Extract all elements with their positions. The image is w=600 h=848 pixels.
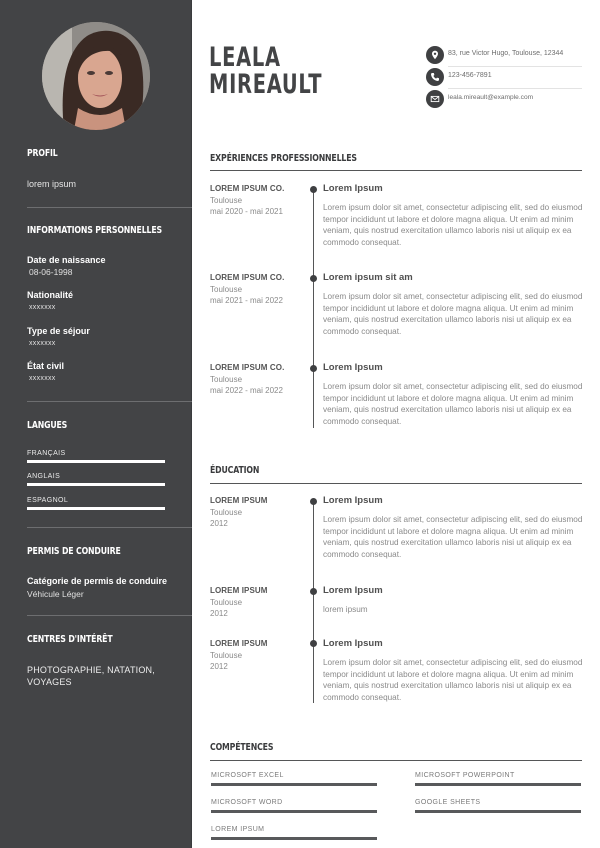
interests-heading: CENTRES D'INTÉRÊT: [27, 634, 113, 645]
experience-dates: mai 2020 - mai 2021: [210, 207, 283, 216]
portrait-image: [42, 22, 150, 130]
nationality-value: xxxxxxx: [29, 304, 56, 311]
birthdate-value: 08-06-1998: [29, 267, 73, 277]
skill-label: GOOGLE SHEETS: [415, 799, 481, 806]
languages-heading: LANGUES: [27, 420, 68, 431]
experience-city: Toulouse: [210, 196, 243, 205]
language-level-bar: [27, 483, 165, 486]
skill-level-bar: [211, 810, 377, 813]
timeline-dot: [310, 498, 317, 505]
language-label: ANGLAIS: [27, 473, 61, 480]
profile-photo: [42, 22, 150, 130]
sidebar: [0, 0, 192, 848]
phone-icon: [426, 68, 444, 86]
civil-status-value: xxxxxxx: [29, 375, 56, 382]
education-description: lorem ipsum: [323, 605, 368, 614]
timeline-dot: [310, 186, 317, 193]
sidebar-divider: [27, 527, 192, 528]
personal-info-heading: INFORMATIONS PERSONNELLES: [27, 225, 162, 236]
education-year: 2012: [210, 609, 228, 618]
contact-phone: [426, 68, 582, 88]
education-heading: ÉDUCATION: [210, 465, 260, 476]
skill-level-bar: [211, 837, 377, 840]
language-label: FRANÇAIS: [27, 450, 66, 457]
experience-city: Toulouse: [210, 285, 243, 294]
skill-level-bar: [415, 783, 581, 786]
education-title: Lorem Ipsum: [323, 495, 383, 506]
contact-separator: [448, 66, 582, 67]
education-year: 2012: [210, 662, 228, 671]
education-timeline: [313, 501, 314, 703]
experience-description: Lorem ipsum dolor sit amet, consectetur adipiscing elit, sed do eiusmod tempor incididunt ut labore et dolore magna aliqua. Ut enim ad minim veniam, quis nostrud exercitation ullamco laboris nisi ut aliquip ex ea commodo consequat.: [323, 203, 583, 248]
language-label: ESPAGNOL: [27, 497, 69, 504]
education-org: LOREM IPSUM: [210, 496, 268, 505]
experience-dates: mai 2021 - mai 2022: [210, 296, 283, 305]
education-org: LOREM IPSUM: [210, 586, 268, 595]
education-org: LOREM IPSUM: [210, 639, 268, 648]
timeline-dot: [310, 640, 317, 647]
skill-level-bar: [211, 783, 377, 786]
experience-org: LOREM IPSUM CO.: [210, 363, 285, 372]
sidebar-divider: [27, 615, 192, 616]
education-year: 2012: [210, 519, 228, 528]
experience-heading: EXPÉRIENCES PROFESSIONNELLES: [210, 153, 357, 164]
education-title: Lorem Ipsum: [323, 585, 383, 596]
email-text: leala.mireault@example.com: [448, 94, 534, 101]
timeline-dot: [310, 365, 317, 372]
profile-heading: PROFIL: [27, 148, 58, 159]
birthdate-label: Date de naissance: [27, 255, 106, 265]
residence-type-label: Type de séjour: [27, 326, 90, 336]
interests-text: PHOTOGRAPHIE, NATATION, VOYAGES: [27, 665, 155, 687]
residence-type-value: xxxxxxx: [29, 340, 56, 347]
experience-org: LOREM IPSUM CO.: [210, 273, 285, 282]
education-city: Toulouse: [210, 651, 243, 660]
education-title: Lorem Ipsum: [323, 638, 383, 649]
last-name: MIREAULT: [209, 69, 323, 100]
education-description: Lorem ipsum dolor sit amet, consectetur adipiscing elit, sed do eiusmod tempor incididunt ut labore et dolore magna aliqua. Ut enim ad minim veniam, quis nostrud exercitation ullamco laboris nisi ut aliquip ex ea commodo consequat.: [323, 515, 583, 560]
language-level-bar: [27, 507, 165, 510]
skill-label: MICROSOFT POWERPOINT: [415, 772, 515, 779]
contact-separator: [448, 88, 582, 89]
location-pin-icon: [426, 46, 444, 64]
contact-address: [426, 46, 582, 66]
experience-description: Lorem ipsum dolor sit amet, consectetur adipiscing elit, sed do eiusmod tempor incididunt ut labore et dolore magna aliqua. Ut enim ad minim veniam, quis nostrud exercitation ullamco laboris nisi ut aliquip ex ea commodo consequat.: [323, 292, 583, 337]
nationality-label: Nationalité: [27, 290, 74, 300]
skill-label: LOREM IPSUM: [211, 826, 265, 833]
experience-dates: mai 2022 - mai 2022: [210, 386, 283, 395]
envelope-icon: [426, 90, 444, 108]
skill-level-bar: [415, 810, 581, 813]
skill-label: MICROSOFT WORD: [211, 799, 283, 806]
license-category-label: Catégorie de permis de conduire: [27, 576, 168, 586]
section-rule: [210, 483, 582, 484]
section-rule: [210, 170, 582, 171]
first-name: LEALA: [209, 42, 281, 73]
education-city: Toulouse: [210, 598, 243, 607]
education-city: Toulouse: [210, 508, 243, 517]
timeline-dot: [310, 588, 317, 595]
experience-timeline: [313, 189, 314, 428]
section-rule: [210, 760, 582, 761]
civil-status-label: État civil: [27, 361, 65, 371]
experience-title: Lorem ipsum sit am: [323, 272, 413, 283]
profile-text: lorem ipsum: [27, 179, 77, 189]
skill-label: MICROSOFT EXCEL: [211, 772, 284, 779]
language-level-bar: [27, 460, 165, 463]
timeline-dot: [310, 275, 317, 282]
phone-text: 123-456-7891: [448, 72, 492, 79]
contact-email: [426, 90, 582, 110]
person-name: [209, 44, 322, 98]
experience-org: LOREM IPSUM CO.: [210, 184, 285, 193]
experience-title: Lorem Ipsum: [323, 362, 383, 373]
license-category-value: Véhicule Léger: [27, 589, 84, 599]
education-description: Lorem ipsum dolor sit amet, consectetur adipiscing elit, sed do eiusmod tempor incididunt ut labore et dolore magna aliqua. Ut enim ad minim veniam, quis nostrud exercitation ullamco laboris nisi ut aliquip ex ea commodo consequat.: [323, 658, 583, 703]
license-heading: PERMIS DE CONDUIRE: [27, 546, 121, 557]
skills-heading: COMPÉTENCES: [210, 742, 274, 753]
experience-city: Toulouse: [210, 375, 243, 384]
sidebar-divider: [27, 401, 192, 402]
experience-description: Lorem ipsum dolor sit amet, consectetur adipiscing elit, sed do eiusmod tempor incididunt ut labore et dolore magna aliqua. Ut enim ad minim veniam, quis nostrud exercitation ullamco laboris nisi ut aliquip ex ea commodo consequat.: [323, 382, 583, 427]
experience-title: Lorem Ipsum: [323, 183, 383, 194]
address-text: 83, rue Victor Hugo, Toulouse, 12344: [448, 50, 564, 57]
sidebar-divider: [27, 207, 192, 208]
